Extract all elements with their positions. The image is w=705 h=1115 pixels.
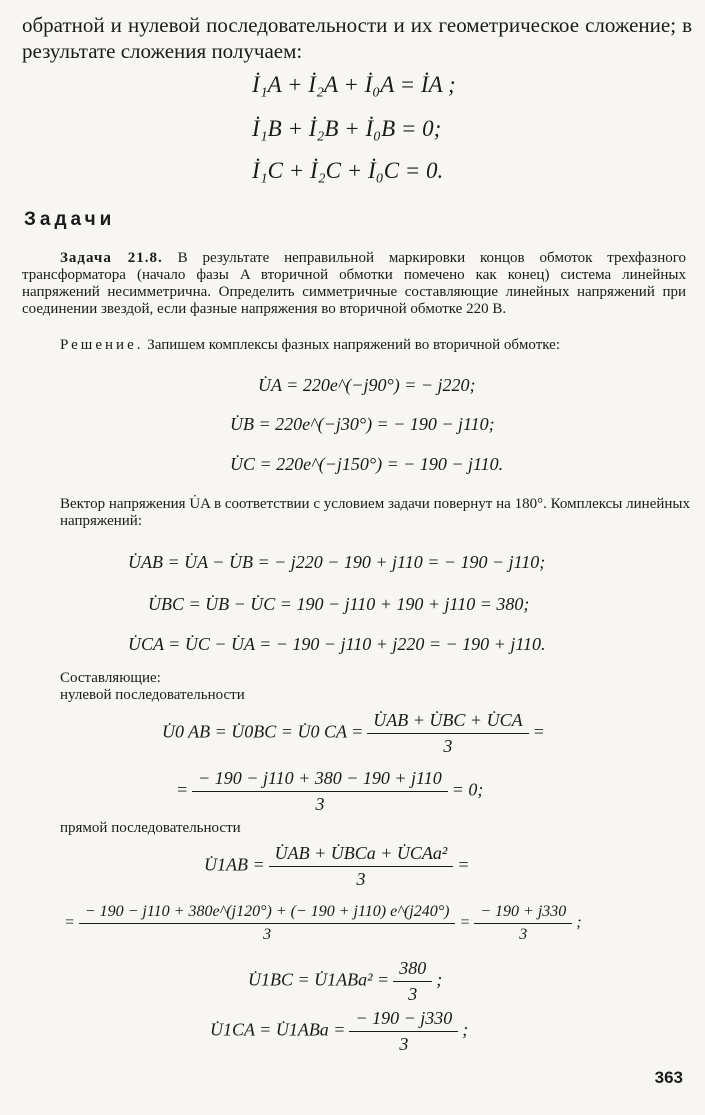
zero-seq-equals: = [532,721,545,742]
zero-seq-denominator: 3 [443,736,453,756]
positive-sequence-expansion [0,903,705,944]
phase-voltage-a: U̇A = 220e^(−j90°) = − j220; [258,375,476,395]
zero-sequence-equation [0,710,705,757]
zero-seq-numerator: U̇AB + U̇BC + U̇CA [367,710,528,734]
problem-text: В результате неправильной маркировки концов обмоток трехфазного трансформатора (начало фазы A вторичной обмотки помечено как конец) система линейных напряжений несимметрична. Определить симметричные составляющие линейных напряжений при соединении звездой, если фазные напряжения во вторичной обмотке 220 В. [22,250,687,317]
u1ca-numerator: − 190 − j330 [349,1008,458,1032]
u1ca-lhs: U̇1CA = U̇1ABa = [210,1019,346,1040]
pos-seq-lhs: U̇1AB = [204,854,265,875]
solution-label: Решение. [60,337,144,353]
u1ca-equation [0,1008,705,1055]
solution-intro [22,337,686,354]
top-equation-1: İ₁A + İ₂A + İ₀A = İA ; [252,72,456,97]
pos-seq-lead: = [64,914,75,932]
pos-seq-tail: ; [576,914,582,932]
line-voltage-ab: U̇AB = U̇A − U̇B = − j220 − 190 + j110 = − 190 − j110; [128,552,546,572]
pos-seq-fraction-2 [79,903,456,944]
phase-voltage-b: U̇B = 220e^(−j30°) = − 190 − j110; [230,414,495,434]
zero-seq-fraction [367,710,528,757]
pos-seq-fraction [269,843,454,890]
u1bc-numerator: 380 [393,958,432,982]
problem-statement [22,250,686,318]
zero-seq-denominator-2: 3 [315,794,325,814]
top-equation-2: İ₁B + İ₂B + İ₀B = 0; [252,116,442,141]
problem-label: Задача 21.8. [60,250,163,266]
solution-text: Запишем комплексы фазных напряжений во вторичной обмотке: [147,337,560,353]
pos-seq-denominator: 3 [356,869,366,889]
u1bc-lhs: U̇1BC = U̇1ABa² = [248,969,390,990]
pos-seq-fraction-3 [474,903,572,944]
pos-seq-numerator: U̇AB + U̇BCa + U̇CAa² [269,843,454,867]
rotation-paragraph: Вектор напряжения U̇A в соответствии с условием задачи повернут на 180°. Комплексы линейных напряжений: [60,496,690,529]
zero-sequence-label: нулевой последовательности [60,687,245,703]
intro-paragraph: обратной и нулевой последовательности и их геометрическое сложение; в результате сложения получаем: [22,13,692,63]
u1bc-denominator: 3 [408,984,418,1004]
pos-seq-numerator-2: − 190 − j110 + 380e^(j120°) + (− 190 + j110) e^(j240°) [79,903,456,924]
zero-seq-fraction-2 [192,768,448,815]
u1bc-fraction [393,958,432,1005]
zero-sequence-result [0,768,705,815]
pos-seq-denominator-3: 3 [519,926,528,943]
zero-seq-numerator-2: − 190 − j110 + 380 − 190 + j110 [192,768,448,792]
u1ca-tail: ; [462,1019,469,1040]
u1ca-fraction [349,1008,458,1055]
line-voltage-ca: U̇CA = U̇C − U̇A = − 190 − j110 + j220 = − 190 + j110. [128,634,546,654]
phase-voltage-c: U̇C = 220e^(−j150°) = − 190 − j110. [230,454,504,474]
u1bc-equation [0,958,705,1005]
section-heading: Задачи [24,209,116,230]
top-equation-3: İ₁C + İ₂C + İ₀C = 0. [252,158,444,183]
zero-seq-lead: = [176,779,189,800]
u1ca-denominator: 3 [399,1034,409,1054]
positive-sequence-label: прямой последовательности [60,820,241,836]
u1bc-tail: ; [436,969,443,990]
line-voltage-bc: U̇BC = U̇B − U̇C = 190 − j110 + 190 + j110 = 380; [148,594,530,614]
components-label: Составляющие: [60,670,161,686]
pos-seq-mid: = [459,914,471,932]
pos-seq-equals: = [457,854,470,875]
page-number: 363 [654,1068,683,1087]
zero-seq-lhs: U̇0 AB = U̇0BC = U̇0 CA = [162,721,364,742]
pos-seq-numerator-3: − 190 + j330 [474,903,572,924]
positive-sequence-equation [0,843,705,890]
pos-seq-denominator-2: 3 [263,926,272,943]
zero-seq-result-tail: = 0; [451,779,484,800]
